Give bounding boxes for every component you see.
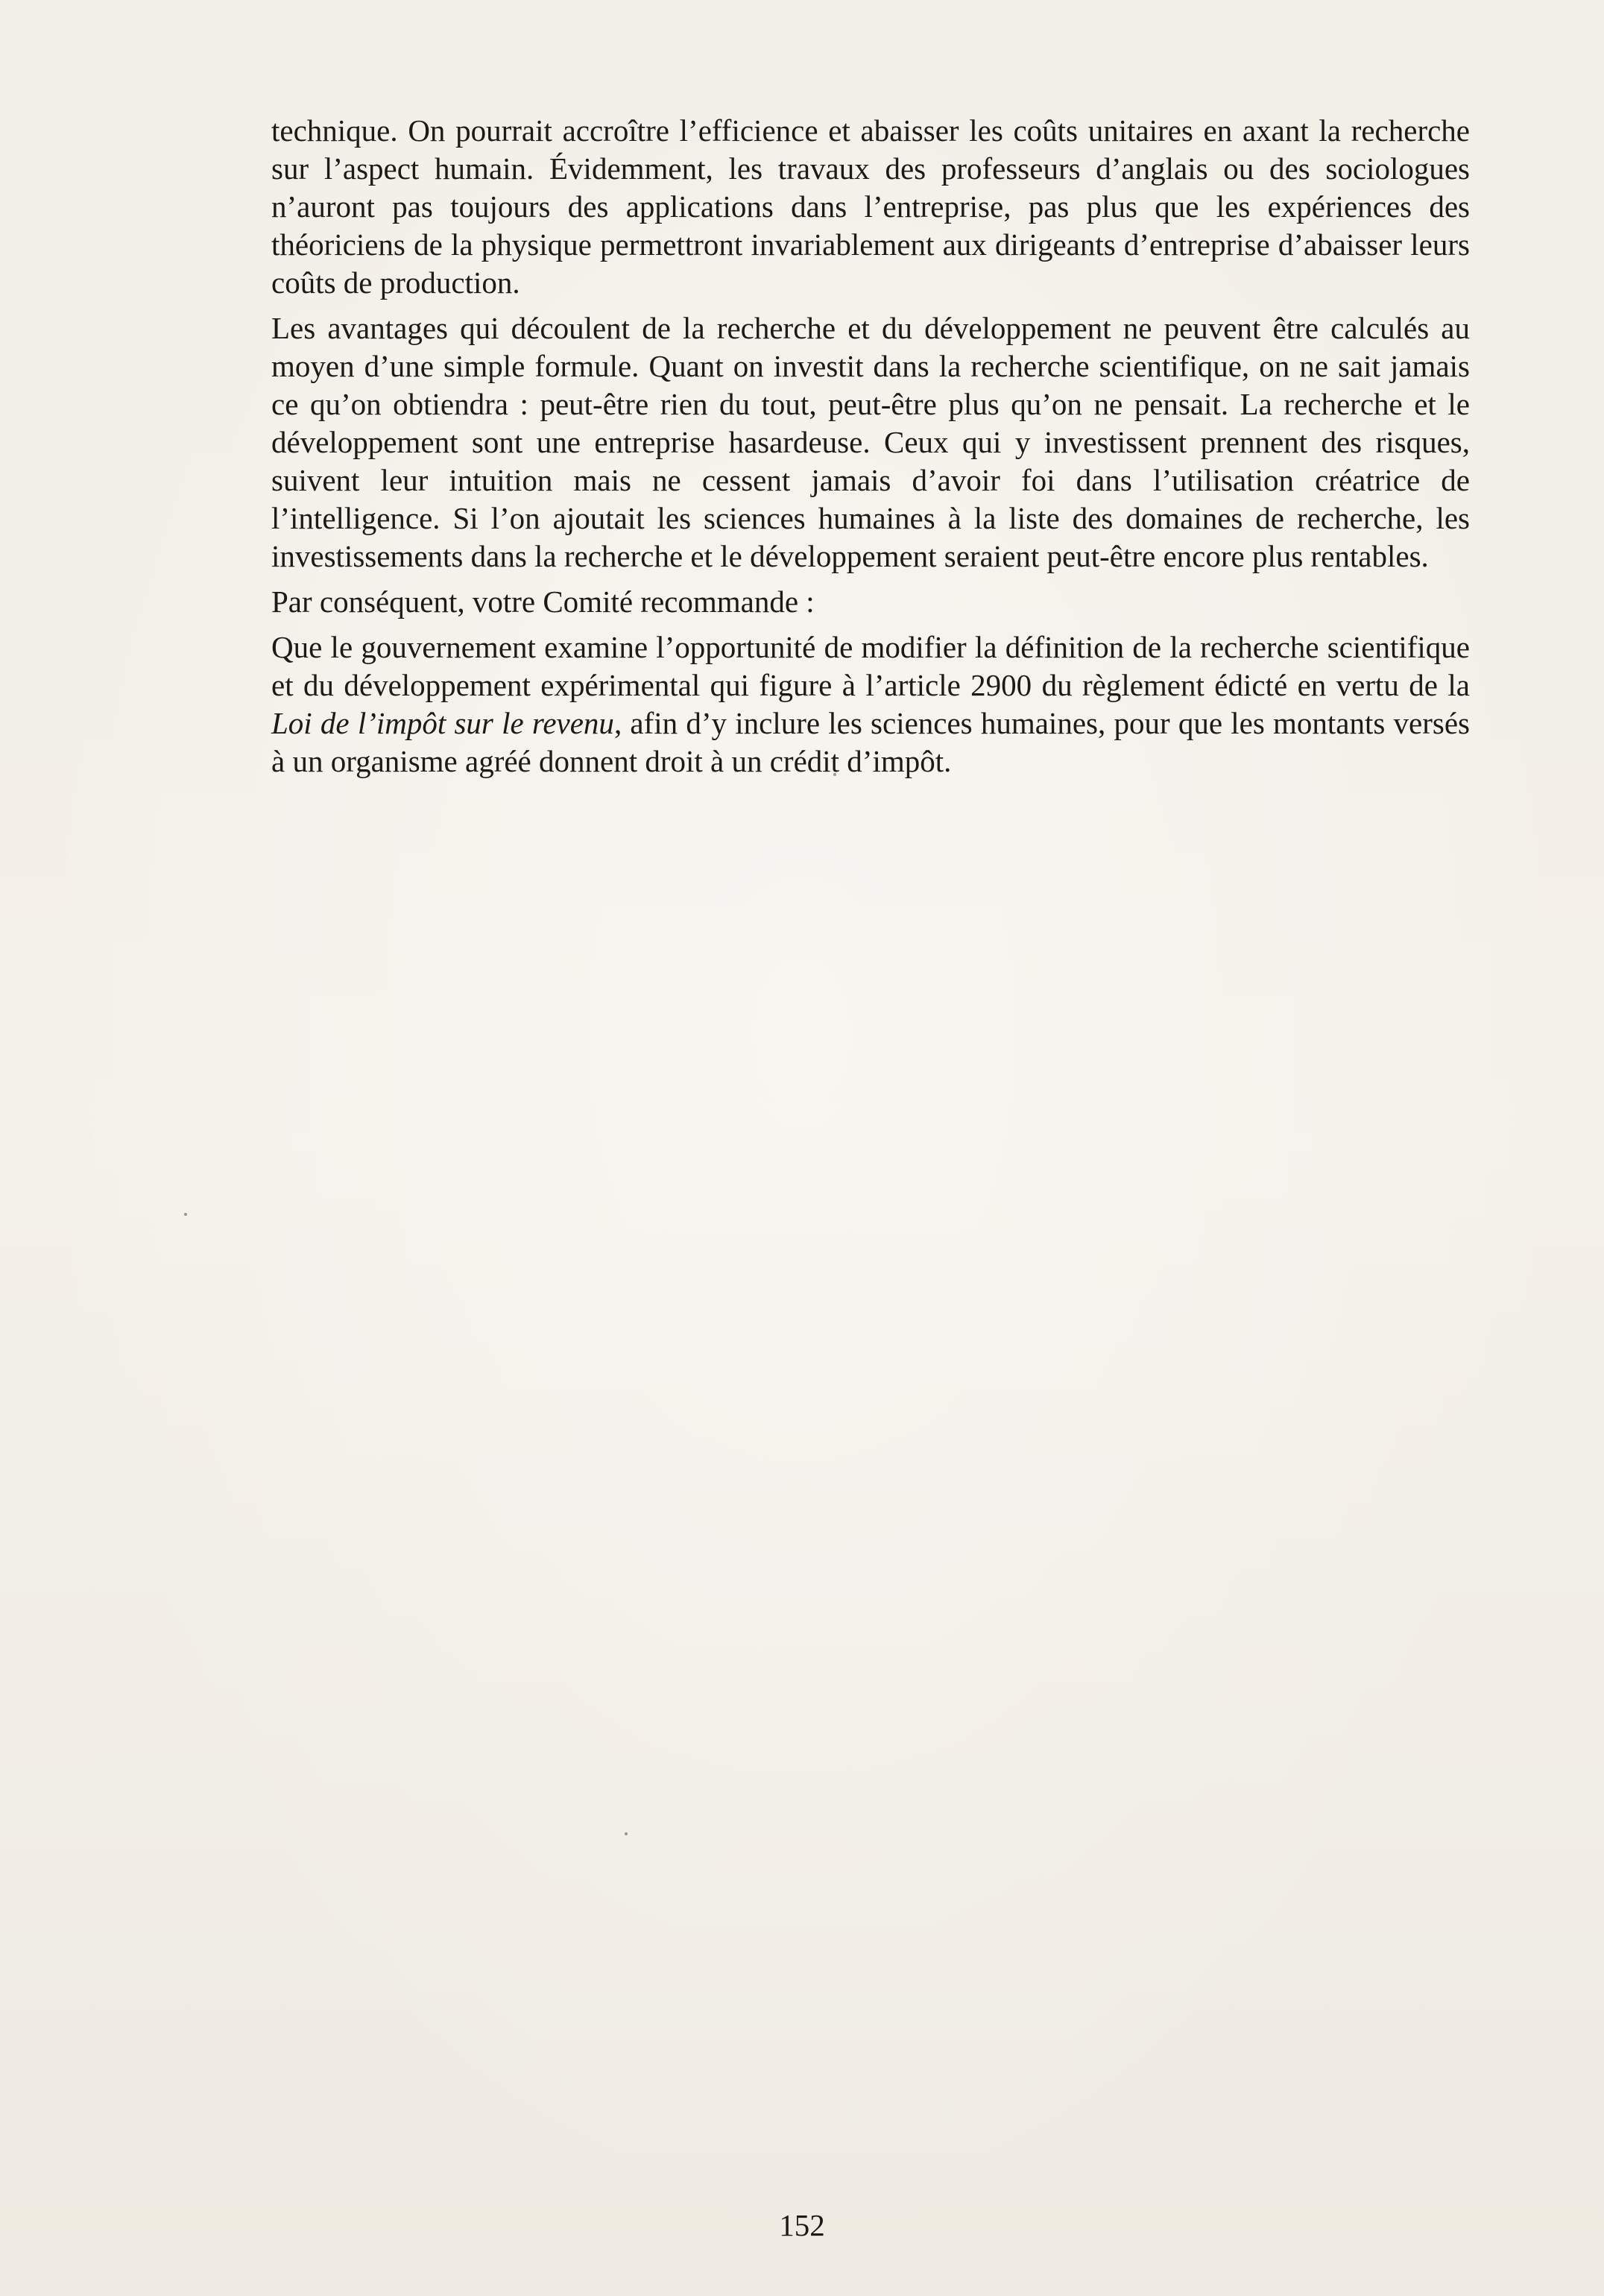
scan-speck [833,773,836,776]
recommendation-text-after: , afin d’y inclure les sciences humaines, pour que les montants versés à un organisme agréé donnent droit à un crédit d’impôt. [271,706,1470,778]
paragraph-recommendation-intro: Par conséquent, votre Comité recommande : [271,584,815,619]
paragraph-efficiency: technique. On pourrait accroître l’efficience et abaisser les coûts unitaires en axant la recherche sur l’aspect humain. Évidemment, les travaux des professeurs d’anglais ou des sociologues n’auront pas toujours des applications dans l’entreprise, pas plus que les expériences des théoriciens de la physique permettront invariablement aux dirigeants d’entreprise d’abaisser leurs coûts de production. [271,113,1470,300]
paragraph-advantages: Les avantages qui découlent de la recherche et du développement ne peuvent être calculés au moyen d’une simple formule. Quant on investit dans la recherche scientifique, on ne sait jamais ce qu’on obtiendra : peut-être rien du tout, peut-être plus qu’on ne pensait. La recherche et le développement sont une entreprise hasardeuse. Ceux qui y investissent prennent des risques, suivent leur intuition mais ne cessent jamais d’avoir foi dans l’utilisation créatrice de l’intelligence. Si l’on ajoutait les sciences humaines à la liste des domaines de recherche, les investissements dans la recherche et le développement seraient peut-être encore plus rentables. [271,311,1470,573]
recommendation-text-before: Que le gouvernement examine l’opportunité de modifier la définition de la recherche scientifique et du développement expérimental qui figure à l’article 2900 du règlement édicté en vertu de la [271,630,1470,702]
text-column [271,112,1470,780]
scan-speck [184,1213,187,1216]
page-number: 152 [779,2208,825,2242]
scan-speck [625,1832,628,1835]
paragraph-recommendation [271,628,1470,780]
law-title: Loi de l’impôt sur le revenu [271,706,614,740]
